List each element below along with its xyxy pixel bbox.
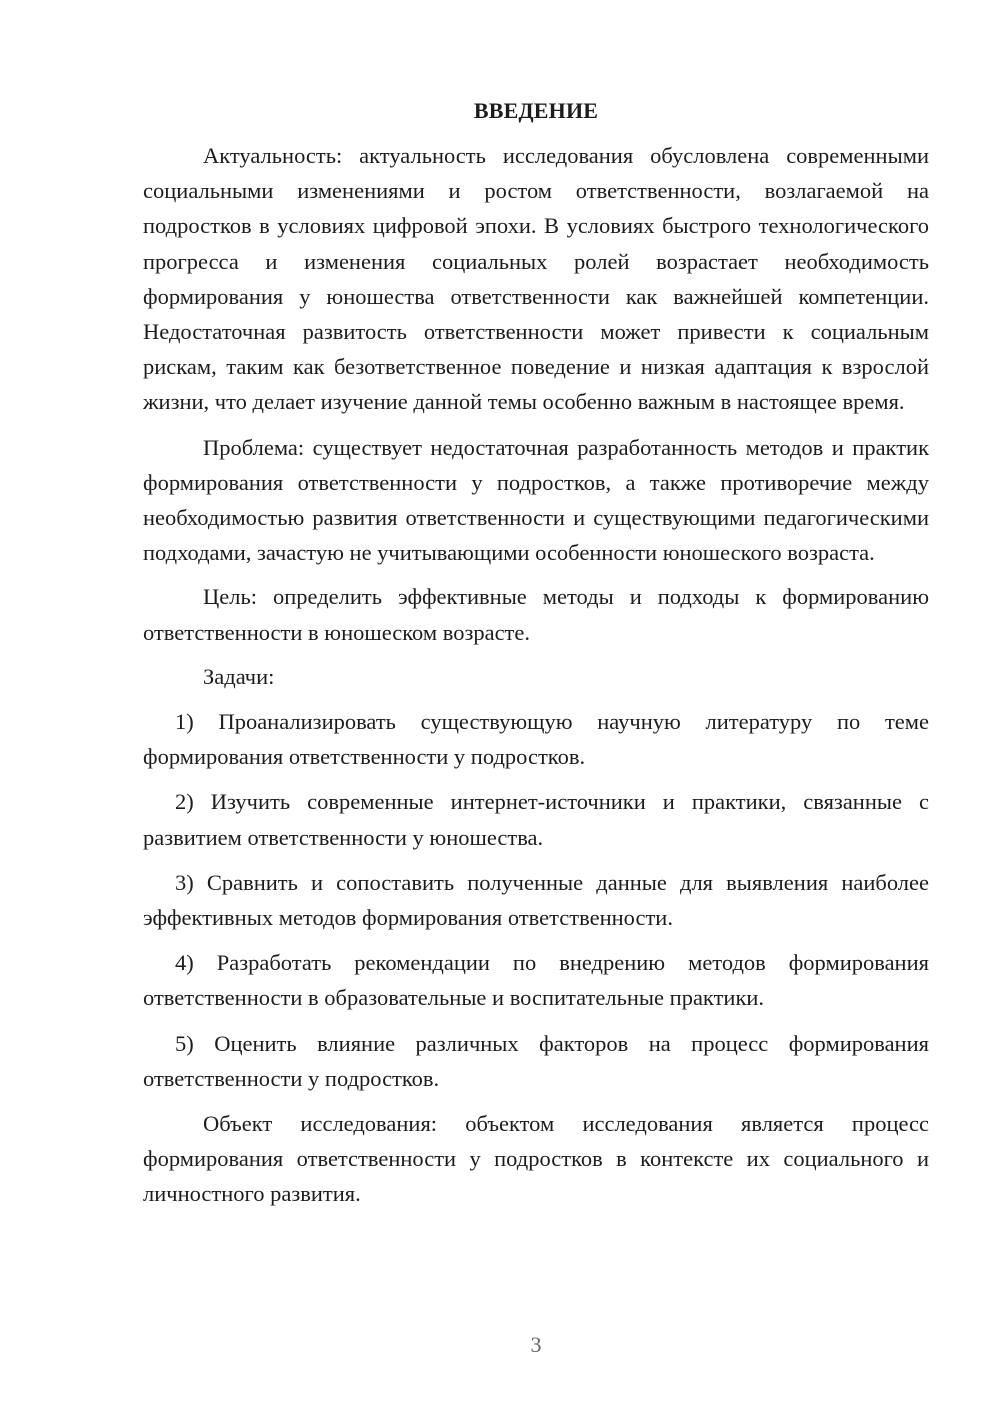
task-item: 1) Проанализировать существующую научную литературу по теме формирования ответственности у подростков. <box>143 709 929 770</box>
page-body <box>143 96 929 1212</box>
goal-paragraph: Цель: определить эффективные методы и подходы к формированию ответственности в юношеском возрасте. <box>143 584 929 645</box>
page-number: 3 <box>530 1332 542 1357</box>
task-item: 5) Оценить влияние различных факторов на процесс формирования ответственности у подростков. <box>143 1030 929 1091</box>
page-title: ВВЕДЕНИЕ <box>473 98 599 123</box>
task-item: 4) Разработать рекомендации по внедрению методов формирования ответственности в образовательные и воспитательные практики. <box>143 950 929 1011</box>
task-item: 3) Сравнить и сопоставить полученные данные для выявления наиболее эффективных методов формирования ответственности. <box>143 869 929 931</box>
task-item: 2) Изучить современные интернет-источники и практики, связанные с развитием ответственности у юношества. <box>143 789 929 850</box>
tasks-label: Задачи: <box>203 663 275 689</box>
object-paragraph: Объект исследования: объектом исследования является процесс формирования ответственности у подростков в контексте их социального и личностного развития. <box>143 1111 929 1207</box>
problem-paragraph: Проблема: существует недостаточная разработанность методов и практик формирования ответственности у подростков, а также противоречие между необходимостью развития ответственности и существующими педагогическими подходами, зачастую не учитывающими особенности юношеского возраста. <box>143 434 929 566</box>
relevance-paragraph: Актуальность: актуальность исследования обусловлена современными социальными изменениями и ростом ответственности, возлагаемой на подростков в условиях цифровой эпохи. В условиях быстрого технологического прогресса и изменения социальных ролей возрастает необходимость формирования у юношества ответственности как важнейшей компетенции. Недостаточная развитость ответственности может привести к социальным рискам, таким как безответственное поведение и низкая адаптация к взрослой жизни, что делает изучение данной темы особенно важным в настоящее время. <box>143 143 929 415</box>
